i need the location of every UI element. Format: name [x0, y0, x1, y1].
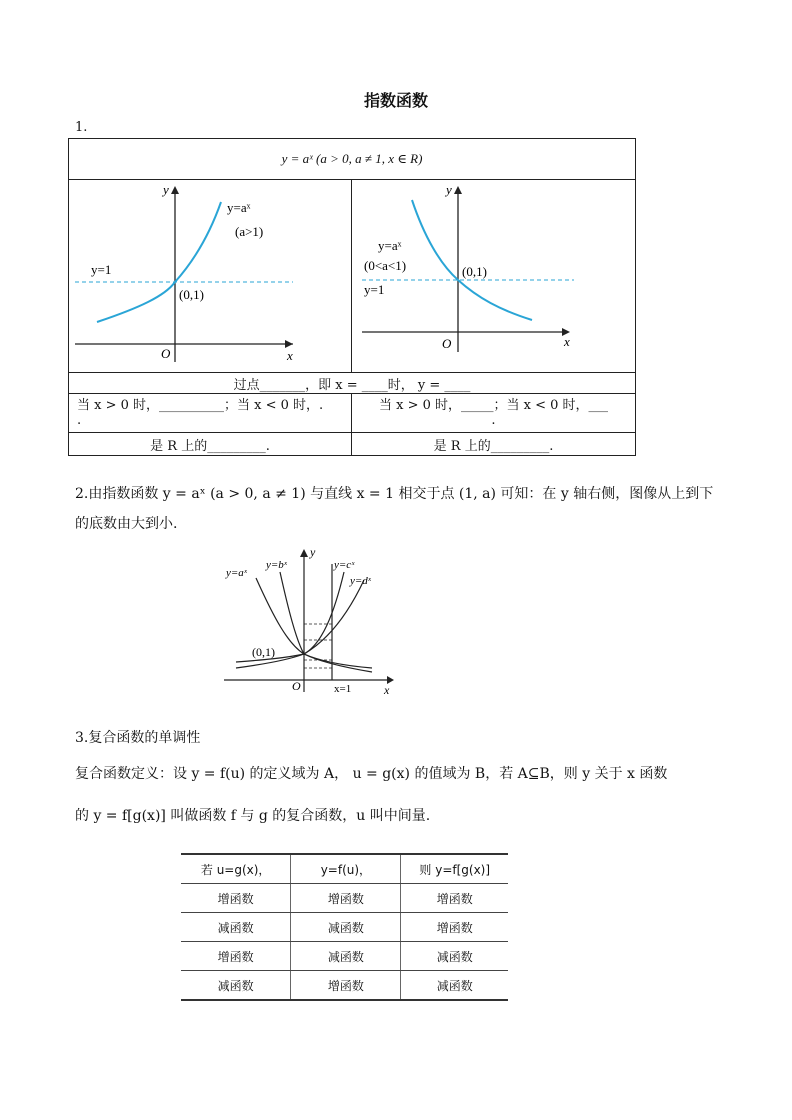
exponential-properties-table: [68, 138, 636, 456]
header-formula: y = aˣ (a > 0, a ≠ 1, x ∈ R): [69, 139, 636, 180]
table-row: [181, 884, 508, 913]
section3-def-line1: 复合函数定义：设 y = f(u) 的定义域为 A， u = g(x) 的值域为 B，若 A⊆B，则 y 关于 x 函数: [75, 766, 668, 782]
header-cell: y=f(u)，: [291, 854, 401, 884]
table-cell: 增函数: [181, 942, 291, 971]
table-cell: 增函数: [401, 913, 508, 942]
section1-number: 1.: [75, 120, 88, 135]
x-label: x: [384, 683, 390, 696]
left-condition-label: (a>1): [235, 224, 264, 239]
right-line-label: y=1: [364, 282, 385, 297]
right-origin-label: O: [442, 336, 452, 351]
label-d: y=dˣ: [350, 575, 371, 587]
base-comparison-graph: [222, 544, 398, 696]
section2-line1: 2.由指数函数 y = aˣ (a > 0, a ≠ 1) 与直线 x = 1 相交于点 (1, a) 可知：在 y 轴右侧，图像从上到下: [75, 486, 714, 502]
left-line-label: y=1: [91, 262, 112, 277]
right-behavior-dot: .: [491, 413, 496, 428]
left-behavior-dot: .: [77, 413, 82, 428]
y-axis-arrow: [300, 549, 308, 557]
right-y-label: y: [446, 182, 452, 197]
right-monotonic-cell: 是 R 上的_________.: [352, 433, 636, 456]
point-label: (0,1): [252, 645, 275, 659]
right-point-label: (0,1): [462, 264, 487, 279]
left-behavior-text: 当 x > 0 时，__________；当 x < 0 时，.: [77, 398, 324, 413]
label-c: y=cˣ: [334, 559, 355, 571]
table-cell: 减函数: [181, 913, 291, 942]
left-graph: [69, 180, 351, 368]
table-cell: 减函数: [401, 942, 508, 971]
right-x-label: x: [564, 334, 570, 349]
section3-heading: 3.复合函数的单调性: [75, 730, 201, 746]
section3-def-line2: 的 y = f[g(x)] 叫做函数 f 与 g 的复合函数，u 叫中间量.: [75, 808, 431, 824]
table-cell: 减函数: [291, 942, 401, 971]
table-cell: 减函数: [291, 913, 401, 942]
left-x-label: x: [287, 348, 293, 363]
table-row: [181, 971, 508, 1001]
label-b: y=bˣ: [266, 559, 287, 571]
right-graph-cell: [352, 180, 636, 373]
left-behavior-cell: [69, 394, 352, 433]
fixed-point-row: 过点_______，即 x = ____时， y = ____: [69, 373, 636, 394]
right-curve-label: y=aˣ: [378, 238, 402, 253]
left-y-label: y: [163, 182, 169, 197]
increasing-exponential-curve: [97, 202, 221, 322]
y-axis-arrow: [171, 186, 179, 194]
right-behavior-cell: [352, 394, 636, 433]
left-monotonic-cell: 是 R 上的_________.: [69, 433, 352, 456]
header-cell: 则 y=f[g(x)]: [401, 854, 508, 884]
left-curve-label: y=aˣ: [227, 200, 251, 215]
y-axis-arrow: [454, 186, 462, 194]
x-axis-arrow: [285, 340, 293, 348]
left-point-label: (0,1): [179, 287, 204, 302]
right-behavior-text: 当 x > 0 时，_____；当 x < 0 时，___: [378, 398, 609, 413]
table-cell: 增函数: [291, 884, 401, 913]
left-graph-cell: [69, 180, 352, 373]
y-label: y: [310, 545, 316, 559]
right-graph: [352, 180, 635, 368]
table-row: [181, 942, 508, 971]
table-cell: 增函数: [401, 884, 508, 913]
label-a: y=aˣ: [226, 567, 247, 579]
header-cell: 若 u=g(x)，: [181, 854, 291, 884]
right-condition-label: (0<a<1): [364, 258, 407, 273]
table-row: [181, 913, 508, 942]
table-cell: 减函数: [401, 971, 508, 1001]
table-cell: 增函数: [181, 884, 291, 913]
table-cell: 增函数: [291, 971, 401, 1001]
section2-line2: 的底数由大到小.: [75, 516, 178, 532]
x1-label: x=1: [334, 683, 352, 695]
composite-monotonicity-table: [181, 853, 508, 1001]
table-cell: 减函数: [181, 971, 291, 1001]
decreasing-exponential-curve: [412, 200, 532, 320]
left-origin-label: O: [161, 346, 171, 361]
page-title: 指数函数: [363, 91, 428, 110]
origin-label: O: [292, 679, 301, 693]
